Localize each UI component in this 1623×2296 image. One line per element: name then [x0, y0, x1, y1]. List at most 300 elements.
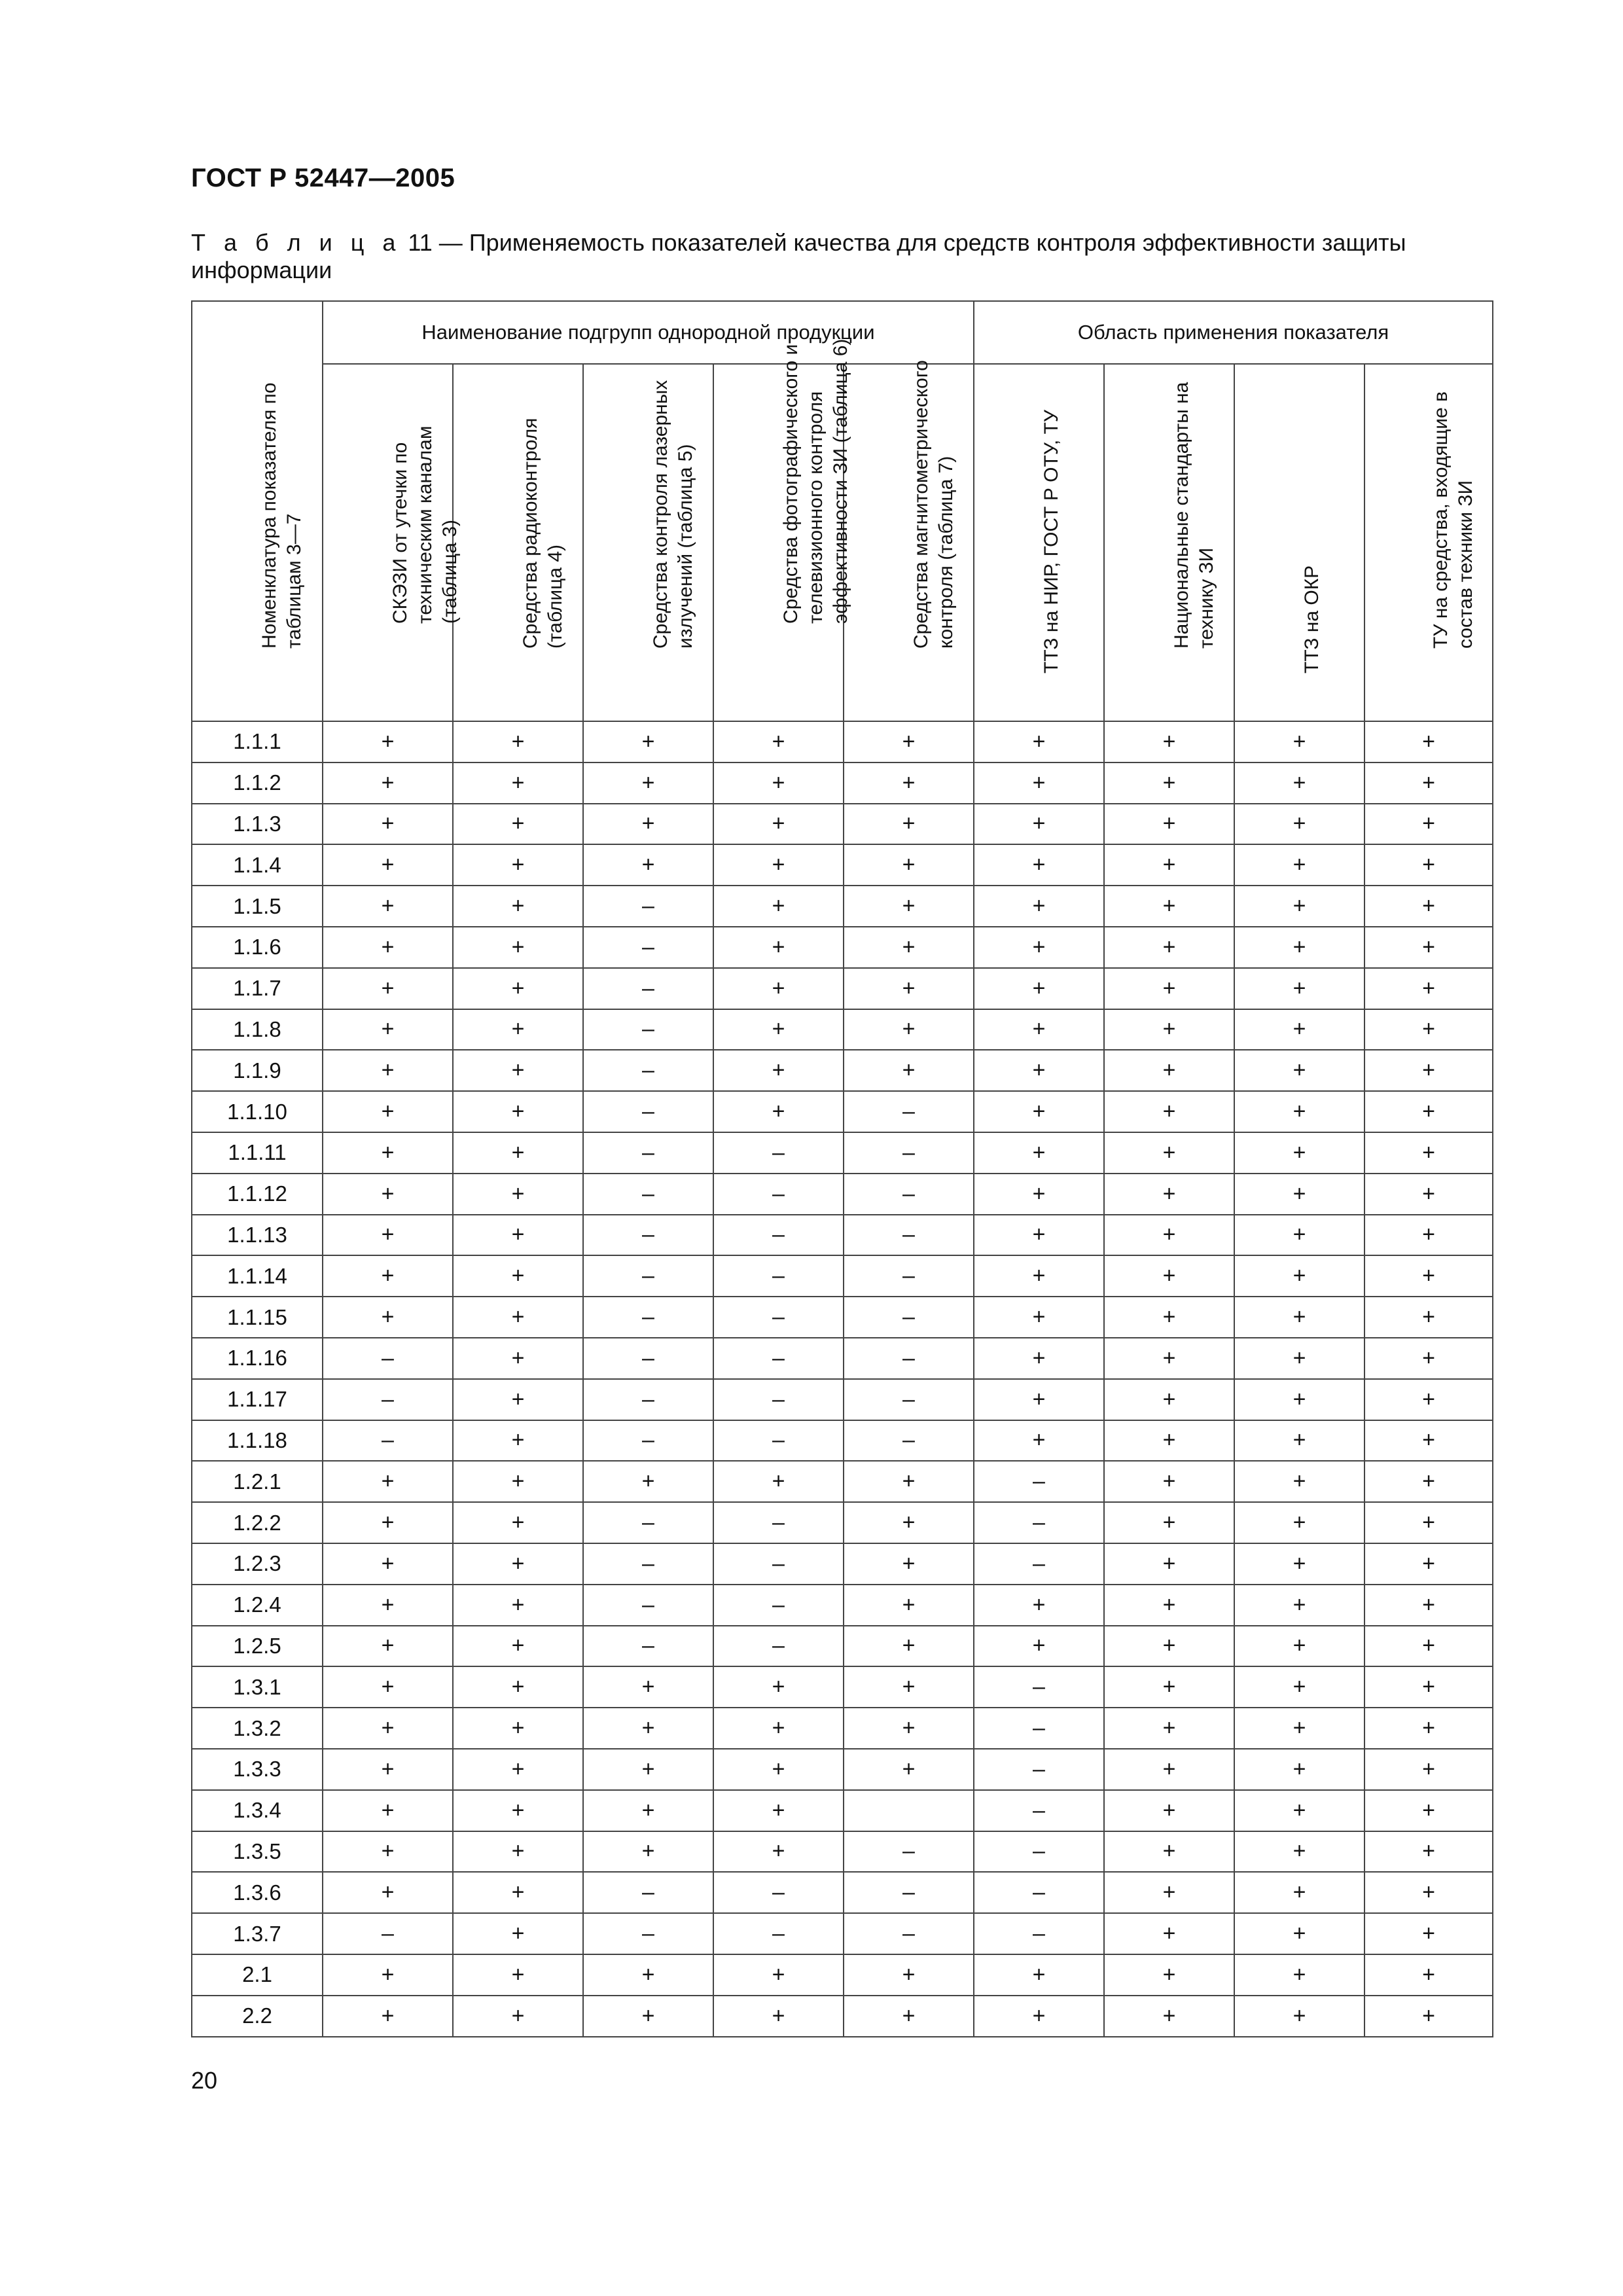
applicability-cell: –	[713, 1420, 844, 1462]
applicability-cell: +	[453, 721, 583, 762]
applicability-cell: –	[974, 1790, 1104, 1831]
applicability-cell: +	[583, 762, 713, 804]
applicability-cell: –	[583, 886, 713, 927]
indicator-code-cell: 1.3.3	[192, 1749, 323, 1790]
indicator-code-cell: 1.2.2	[192, 1502, 323, 1543]
applicability-cell: +	[974, 844, 1104, 886]
applicability-cell: +	[1104, 1996, 1234, 2037]
applicability-cell: +	[323, 1461, 453, 1502]
column-header	[1364, 364, 1493, 721]
applicability-cell: +	[1234, 1996, 1364, 2037]
applicability-cell: +	[453, 1215, 583, 1256]
applicability-cell: +	[844, 886, 974, 927]
applicability-cell: +	[713, 721, 844, 762]
applicability-cell: –	[323, 1379, 453, 1420]
indicator-code-cell: 1.2.4	[192, 1585, 323, 1626]
applicability-cell: +	[1234, 1379, 1364, 1420]
applicability-cell: +	[974, 1255, 1104, 1297]
applicability-cell: –	[583, 1215, 713, 1256]
applicability-cell: +	[713, 1091, 844, 1132]
applicability-cell: +	[323, 762, 453, 804]
applicability-cell: +	[323, 1009, 453, 1050]
table-row	[192, 1420, 1493, 1462]
applicability-cell: +	[1234, 804, 1364, 845]
applicability-cell: +	[1234, 1666, 1364, 1708]
applicability-cell: +	[1104, 762, 1234, 804]
row-header-label: Номенклатура показателя по таблицам 3—7	[259, 382, 305, 649]
table-row	[192, 1379, 1493, 1420]
applicability-cell: +	[453, 1831, 583, 1873]
applicability-cell: +	[1364, 927, 1493, 968]
applicability-cell: +	[453, 1420, 583, 1462]
applicability-cell: +	[323, 1790, 453, 1831]
group-header-products: Наименование подгрупп однородной продукции	[323, 301, 974, 364]
applicability-cell: +	[844, 1585, 974, 1626]
applicability-cell: +	[323, 1255, 453, 1297]
applicability-cell: –	[583, 1091, 713, 1132]
applicability-cell: +	[974, 1050, 1104, 1091]
applicability-cell: +	[844, 762, 974, 804]
applicability-cell: –	[583, 1050, 713, 1091]
applicability-cell: +	[1364, 1913, 1493, 1954]
applicability-cell: –	[713, 1626, 844, 1667]
applicability-cell: –	[713, 1379, 844, 1420]
applicability-cell: –	[974, 1913, 1104, 1954]
applicability-cell: –	[583, 1009, 713, 1050]
applicability-cell: +	[1104, 1132, 1234, 1174]
applicability-cell: +	[583, 1790, 713, 1831]
applicability-cell: +	[323, 886, 453, 927]
applicability-cell: –	[583, 1338, 713, 1379]
applicability-cell: +	[583, 1708, 713, 1749]
applicability-cell: +	[844, 1009, 974, 1050]
applicability-cell: –	[323, 1338, 453, 1379]
applicability-cell: +	[1364, 1666, 1493, 1708]
applicability-cell: +	[1234, 968, 1364, 1009]
column-header-label: Средства радиоконтроля (таблица 4)	[519, 418, 566, 649]
table-row	[192, 1585, 1493, 1626]
indicator-code-cell: 1.1.18	[192, 1420, 323, 1462]
applicability-cell: +	[1364, 721, 1493, 762]
column-header-label: ТУ на средства, входящие в состав техники ЗИ	[1430, 391, 1477, 649]
applicability-cell: +	[974, 762, 1104, 804]
applicability-cell: +	[323, 1585, 453, 1626]
table-row	[192, 886, 1493, 927]
applicability-cell: +	[713, 968, 844, 1009]
indicator-code-cell: 1.2.1	[192, 1461, 323, 1502]
applicability-cell: +	[974, 804, 1104, 845]
column-header	[583, 364, 713, 721]
applicability-cell: +	[1234, 1091, 1364, 1132]
applicability-cell: +	[1364, 1872, 1493, 1913]
applicability-cell: +	[1234, 1132, 1364, 1174]
applicability-cell: +	[713, 1666, 844, 1708]
indicator-code-cell: 1.1.3	[192, 804, 323, 845]
applicability-cell: +	[1104, 1913, 1234, 1954]
applicability-cell: +	[323, 1996, 453, 2037]
applicability-cell: +	[844, 927, 974, 968]
applicability-cell: +	[974, 1009, 1104, 1050]
applicability-cell: +	[1364, 1585, 1493, 1626]
column-header	[323, 364, 461, 721]
applicability-cell: +	[1234, 1174, 1364, 1215]
applicability-cell: +	[323, 1297, 453, 1338]
applicability-cell: –	[844, 1420, 974, 1462]
applicability-cell: +	[453, 1297, 583, 1338]
applicability-cell: +	[1364, 1749, 1493, 1790]
applicability-cell: +	[1234, 1215, 1364, 1256]
applicability-cell: +	[1104, 1872, 1234, 1913]
applicability-cell: +	[453, 968, 583, 1009]
applicability-cell: –	[713, 1132, 844, 1174]
applicability-cell: +	[1364, 1132, 1493, 1174]
indicator-code-cell: 1.1.11	[192, 1132, 323, 1174]
indicator-code-cell: 2.1	[192, 1954, 323, 1996]
applicability-cell: –	[583, 1379, 713, 1420]
applicability-cell: –	[974, 1543, 1104, 1585]
applicability-cell: +	[713, 844, 844, 886]
applicability-cell: +	[1234, 1790, 1364, 1831]
indicator-code-cell: 1.3.5	[192, 1831, 323, 1873]
applicability-cell: +	[713, 886, 844, 927]
applicability-cell: +	[1234, 1749, 1364, 1790]
caption-label: Т а б л и ц а	[191, 229, 402, 256]
applicability-cell: +	[323, 1215, 453, 1256]
applicability-cell: +	[583, 804, 713, 845]
applicability-cell: +	[1104, 1461, 1234, 1502]
applicability-cell: +	[453, 1379, 583, 1420]
applicability-cell: +	[323, 1091, 453, 1132]
indicator-code-cell: 1.3.4	[192, 1790, 323, 1831]
applicability-cell: +	[1234, 1954, 1364, 1996]
applicability-cell: –	[583, 1297, 713, 1338]
applicability-cell: +	[583, 1996, 713, 2037]
applicability-cell: +	[1104, 1954, 1234, 1996]
group-header-scope: Область применения показателя	[974, 301, 1493, 364]
applicability-cell: +	[1234, 1831, 1364, 1873]
applicability-cell: +	[583, 1461, 713, 1502]
column-header	[713, 338, 851, 721]
applicability-cell: –	[583, 1626, 713, 1667]
applicability-cell: +	[1104, 1050, 1234, 1091]
applicability-cell: +	[453, 762, 583, 804]
applicability-cell: +	[453, 1174, 583, 1215]
applicability-cell: +	[1104, 1009, 1234, 1050]
applicability-cell: +	[844, 1050, 974, 1091]
applicability-cell: +	[323, 1502, 453, 1543]
applicability-cell: +	[974, 1996, 1104, 2037]
applicability-cell: +	[844, 1996, 974, 2037]
applicability-cell: +	[323, 927, 453, 968]
applicability-cell: +	[323, 1831, 453, 1873]
applicability-cell: +	[1364, 1708, 1493, 1749]
applicability-cell: +	[453, 844, 583, 886]
table-row	[192, 1215, 1493, 1256]
applicability-cell: +	[1104, 1174, 1234, 1215]
indicator-code-cell: 1.1.15	[192, 1297, 323, 1338]
indicator-code-cell: 1.1.8	[192, 1009, 323, 1050]
applicability-cell: +	[323, 1543, 453, 1585]
applicability-cell: +	[1234, 1255, 1364, 1297]
applicability-cell: +	[1104, 1420, 1234, 1462]
applicability-cell: –	[974, 1872, 1104, 1913]
applicability-cell: +	[1364, 1174, 1493, 1215]
indicator-code-cell: 1.1.16	[192, 1338, 323, 1379]
applicability-cell: +	[713, 1954, 844, 1996]
applicability-cell: +	[1364, 844, 1493, 886]
applicability-cell: +	[974, 1954, 1104, 1996]
table-row	[192, 1790, 1493, 1831]
applicability-cell: +	[974, 1297, 1104, 1338]
applicability-cell: +	[1104, 1091, 1234, 1132]
applicability-cell: +	[713, 927, 844, 968]
applicability-cell	[844, 1790, 974, 1831]
applicability-cell: –	[323, 1420, 453, 1462]
table-body	[192, 721, 1493, 2037]
applicability-cell: +	[453, 927, 583, 968]
applicability-cell: –	[713, 1215, 844, 1256]
applicability-cell: +	[1234, 927, 1364, 968]
applicability-cell: –	[844, 1174, 974, 1215]
indicator-code-cell: 1.1.1	[192, 721, 323, 762]
applicability-cell: –	[844, 1872, 974, 1913]
table-caption	[191, 229, 1500, 284]
applicability-cell: –	[713, 1174, 844, 1215]
applicability-cell: +	[583, 1666, 713, 1708]
applicability-cell: +	[1364, 1009, 1493, 1050]
applicability-cell: –	[583, 1132, 713, 1174]
table-row	[192, 1749, 1493, 1790]
indicator-code-cell: 1.1.12	[192, 1174, 323, 1215]
applicability-cell: +	[1364, 1543, 1493, 1585]
indicator-code-cell: 1.1.4	[192, 844, 323, 886]
applicability-cell: +	[974, 886, 1104, 927]
applicability-cell: +	[453, 1009, 583, 1050]
applicability-cell: +	[453, 1790, 583, 1831]
applicability-cell: +	[453, 1543, 583, 1585]
table-row	[192, 1626, 1493, 1667]
column-header	[974, 364, 1104, 721]
indicator-code-cell: 2.2	[192, 1996, 323, 2037]
applicability-cell: +	[974, 1132, 1104, 1174]
applicability-cell: +	[323, 968, 453, 1009]
table-row	[192, 721, 1493, 762]
applicability-cell: +	[323, 1132, 453, 1174]
table-row	[192, 1091, 1493, 1132]
applicability-cell: –	[583, 1543, 713, 1585]
table-row	[192, 1543, 1493, 1585]
applicability-cell: +	[1234, 1708, 1364, 1749]
applicability-cell: +	[1234, 1543, 1364, 1585]
applicability-cell: +	[1234, 1913, 1364, 1954]
applicability-cell: +	[713, 1749, 844, 1790]
applicability-cell: +	[844, 1708, 974, 1749]
applicability-cell: +	[844, 804, 974, 845]
applicability-cell: +	[453, 1132, 583, 1174]
applicability-cell: +	[1364, 1626, 1493, 1667]
applicability-cell: +	[323, 1708, 453, 1749]
column-header	[1234, 364, 1364, 721]
applicability-cell: +	[713, 1790, 844, 1831]
applicability-cell: +	[323, 1749, 453, 1790]
indicator-code-cell: 1.1.14	[192, 1255, 323, 1297]
applicability-cell: +	[323, 1626, 453, 1667]
applicability-cell: –	[713, 1585, 844, 1626]
applicability-cell: +	[453, 1626, 583, 1667]
applicability-cell: +	[1104, 804, 1234, 845]
applicability-cell: +	[1364, 1831, 1493, 1873]
applicability-cell: +	[974, 927, 1104, 968]
table-row	[192, 1666, 1493, 1708]
applicability-cell: +	[974, 968, 1104, 1009]
applicability-cell: +	[974, 1585, 1104, 1626]
applicability-cell: +	[844, 1461, 974, 1502]
applicability-cell: +	[974, 1174, 1104, 1215]
applicability-cell: +	[1364, 1420, 1493, 1462]
column-header	[1104, 364, 1234, 721]
applicability-cell: –	[583, 1585, 713, 1626]
column-header-label: Национальные стандарты на технику ЗИ	[1170, 382, 1217, 649]
applicability-cell: –	[844, 1338, 974, 1379]
table-row	[192, 844, 1493, 886]
applicability-cell: –	[583, 968, 713, 1009]
applicability-cell: +	[1364, 1215, 1493, 1256]
applicability-cell: –	[583, 1502, 713, 1543]
applicability-cell: +	[974, 1215, 1104, 1256]
applicability-cell: –	[713, 1297, 844, 1338]
applicability-cell: +	[713, 762, 844, 804]
applicability-cell: +	[1104, 1666, 1234, 1708]
applicability-cell: +	[974, 1626, 1104, 1667]
indicator-code-cell: 1.1.7	[192, 968, 323, 1009]
applicability-cell: –	[713, 1255, 844, 1297]
applicability-cell: +	[1364, 1297, 1493, 1338]
applicability-cell: +	[713, 1996, 844, 2037]
applicability-cell: +	[1364, 1502, 1493, 1543]
applicability-cell: +	[1364, 1954, 1493, 1996]
applicability-cell: +	[453, 1050, 583, 1091]
applicability-cell: +	[1234, 886, 1364, 927]
table-row	[192, 1996, 1493, 2037]
applicability-cell: +	[1234, 1626, 1364, 1667]
column-header	[453, 364, 583, 721]
applicability-cell: –	[974, 1502, 1104, 1543]
applicability-cell: +	[1104, 1338, 1234, 1379]
document-code: ГОСТ Р 52447—2005	[191, 164, 455, 192]
indicator-code-cell: 1.3.1	[192, 1666, 323, 1708]
applicability-cell: +	[844, 1626, 974, 1667]
applicability-cell: +	[1104, 1297, 1234, 1338]
applicability-cell: +	[1234, 1585, 1364, 1626]
applicability-cell: +	[1104, 927, 1234, 968]
applicability-cell: +	[453, 1461, 583, 1502]
applicability-cell: –	[844, 1255, 974, 1297]
applicability-cell: +	[713, 1461, 844, 1502]
applicability-cell: –	[583, 1255, 713, 1297]
table-row	[192, 1913, 1493, 1954]
indicator-code-cell: 1.1.9	[192, 1050, 323, 1091]
applicability-cell: +	[713, 1050, 844, 1091]
applicability-cell: +	[1104, 1708, 1234, 1749]
indicator-code-cell: 1.1.17	[192, 1379, 323, 1420]
applicability-cell: +	[323, 1174, 453, 1215]
applicability-cell: +	[453, 1338, 583, 1379]
applicability-cell: +	[1234, 844, 1364, 886]
applicability-cell: +	[1104, 886, 1234, 927]
applicability-cell: –	[713, 1872, 844, 1913]
column-header-label: Средства фотографического и телевизионного контроля эффективности ЗИ (таблица 6)	[779, 338, 851, 624]
applicability-cell: +	[974, 721, 1104, 762]
caption-text: 11 — Применяемость показателей качества для средств контроля эффективности защиты информации	[191, 229, 1406, 283]
applicability-cell: +	[844, 844, 974, 886]
applicability-cell: –	[844, 1297, 974, 1338]
applicability-cell: +	[1364, 1790, 1493, 1831]
applicability-cell: –	[844, 1831, 974, 1873]
table-row	[192, 1708, 1493, 1749]
applicability-cell: +	[974, 1338, 1104, 1379]
applicability-cell: –	[583, 1174, 713, 1215]
applicability-cell: –	[583, 1420, 713, 1462]
column-header-label: ТТЗ на ОКР	[1300, 565, 1323, 673]
applicability-cell: +	[323, 1954, 453, 1996]
applicability-cell: +	[844, 1502, 974, 1543]
applicability-cell: –	[583, 1872, 713, 1913]
applicability-cell: +	[1364, 1091, 1493, 1132]
applicability-cell: –	[583, 927, 713, 968]
applicability-cell: –	[974, 1461, 1104, 1502]
applicability-cell: +	[453, 1708, 583, 1749]
applicability-cell: +	[1104, 1585, 1234, 1626]
applicability-cell: +	[323, 804, 453, 845]
applicability-cell: –	[974, 1666, 1104, 1708]
applicability-cell: +	[1104, 1749, 1234, 1790]
applicability-cell: +	[1364, 968, 1493, 1009]
indicator-code-cell: 1.3.2	[192, 1708, 323, 1749]
applicability-cell: –	[844, 1215, 974, 1256]
applicability-cell: +	[583, 721, 713, 762]
applicability-cell: +	[453, 1255, 583, 1297]
indicator-code-cell: 1.1.13	[192, 1215, 323, 1256]
applicability-cell: +	[713, 1009, 844, 1050]
applicability-cell: +	[323, 1666, 453, 1708]
table-row	[192, 804, 1493, 845]
applicability-cell: +	[1234, 1050, 1364, 1091]
indicator-code-cell: 1.1.6	[192, 927, 323, 968]
applicability-cell: +	[1234, 1009, 1364, 1050]
applicability-cell: +	[1104, 721, 1234, 762]
table-row	[192, 927, 1493, 968]
applicability-cell: +	[453, 804, 583, 845]
column-header-label: Средства контроля лазерных излучений (таблица 5)	[649, 380, 696, 649]
applicability-cell: +	[323, 1050, 453, 1091]
applicability-cell: +	[713, 804, 844, 845]
applicability-cell: +	[583, 1954, 713, 1996]
applicability-cell: +	[323, 844, 453, 886]
applicability-cell: –	[713, 1913, 844, 1954]
applicability-cell: +	[583, 1749, 713, 1790]
table-row	[192, 1502, 1493, 1543]
applicability-cell: –	[844, 1091, 974, 1132]
applicability-cell: +	[1234, 762, 1364, 804]
table-row	[192, 1872, 1493, 1913]
applicability-cell: +	[453, 1913, 583, 1954]
table-row	[192, 1050, 1493, 1091]
applicability-cell: +	[974, 1420, 1104, 1462]
applicability-cell: +	[844, 968, 974, 1009]
applicability-cell: +	[1364, 1461, 1493, 1502]
applicability-cell: +	[1234, 1420, 1364, 1462]
applicability-cell: –	[974, 1749, 1104, 1790]
